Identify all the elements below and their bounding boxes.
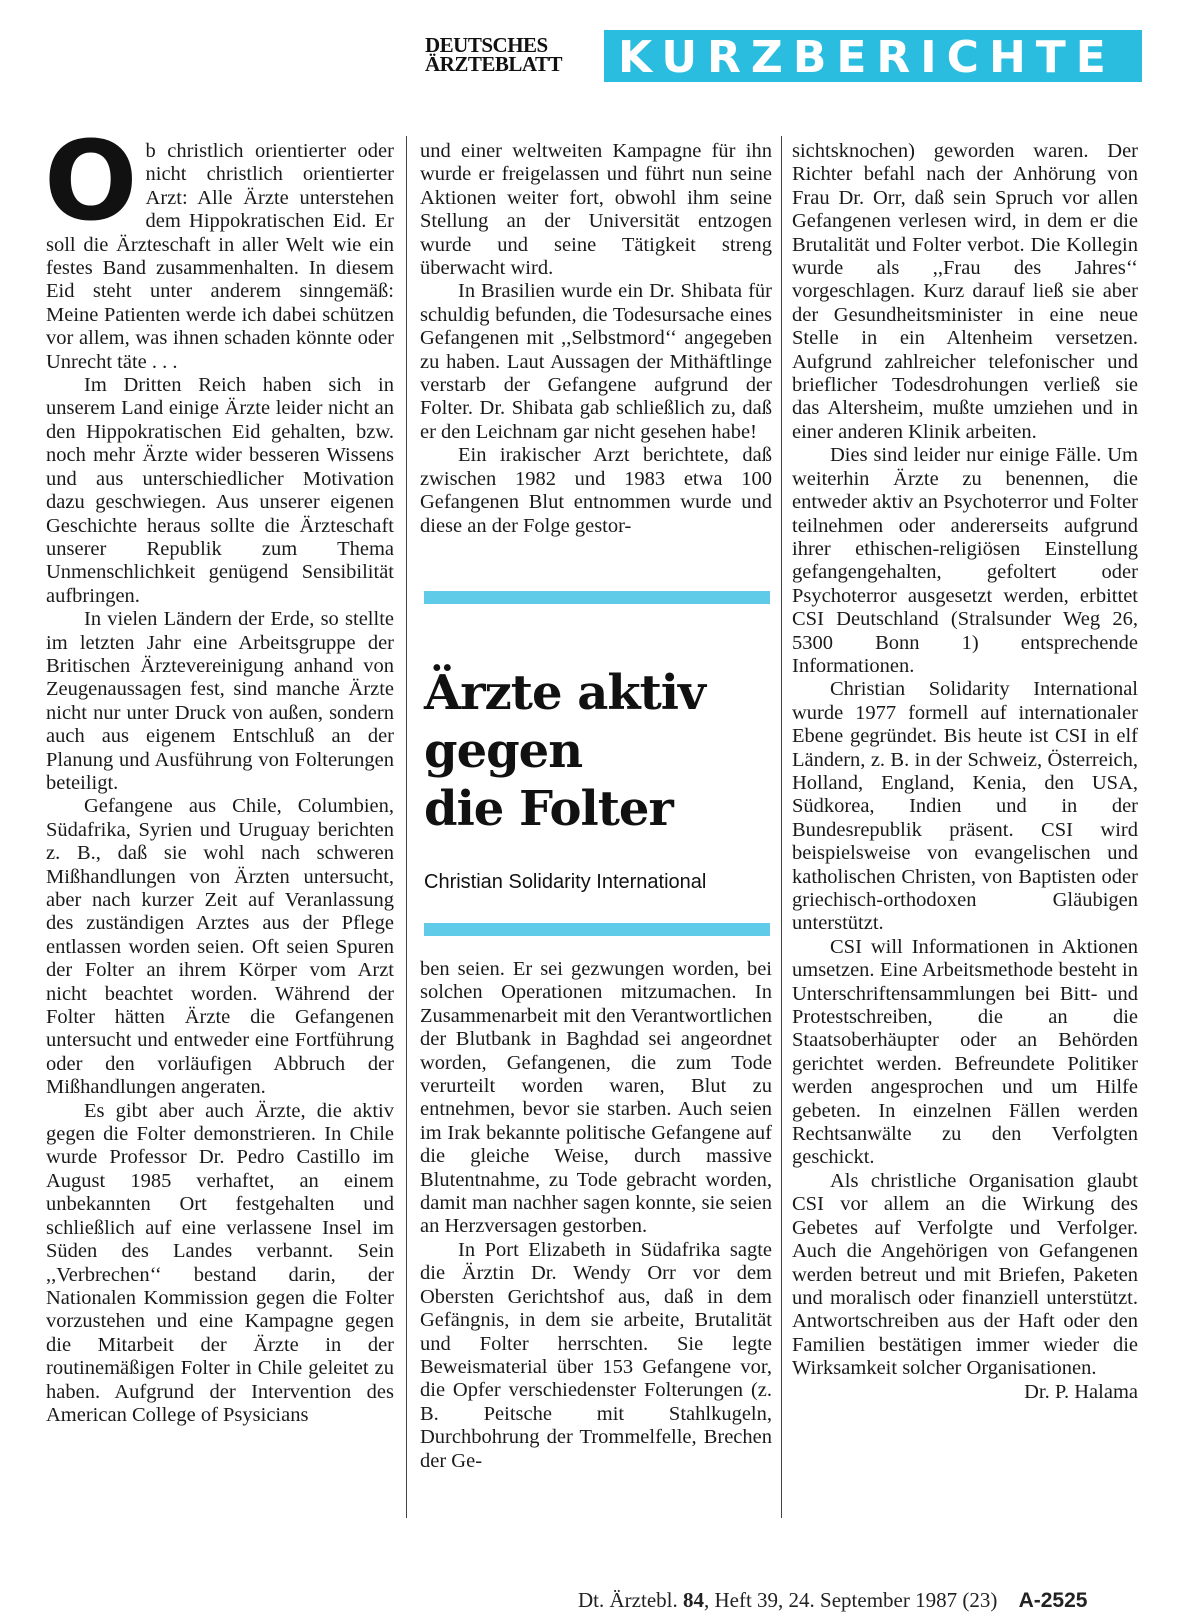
subheadline: Christian Solidarity International: [424, 871, 707, 893]
column-divider: [406, 136, 407, 1518]
accent-bar-bottom: [424, 923, 770, 936]
article-column-2-bottom: [420, 958, 772, 1473]
paragraph: In Brasilien wurde ein Dr. Shibata für schuldig befunden, die Todesursache eines Gefangenen mit ,,Selbstmord‘‘ angegeben zu haben. Laut Aussagen der Mithäftlinge verstarb der Gefangene aufgrund der Folter. Dr. Shibata gab schließlich zu, daß er den Leichnam gar nicht gesehen habe!: [420, 280, 772, 443]
article-column-3: [792, 140, 1138, 1404]
journal-logo: [425, 33, 593, 76]
paragraph: Dies sind leider nur einige Fälle. Um weiterhin Ärzte zu benennen, die entweder aktiv an Psychoterror und Folter teilnehmen oder andererseits aufgrund ihrer ethischen-religiösen Einstellung gefangengehalten, gefoltert oder Psychoterror ausgesetzt werden, erbittet CSI Deutschland (Stralsunder Weg 26, 5300 Bonn 1) entsprechende Informationen.: [792, 444, 1138, 677]
logo-line-1: DEUTSCHES: [425, 33, 548, 57]
footer-issue: , Heft 39, 24. September 1987 (23): [703, 1588, 998, 1612]
paragraph: Ob christlich orientierter oder nicht christlich orientierter Arzt: Alle Ärzte unterstehen dem Hippokratischen Eid. Er soll die Ärzteschaft in aller Welt wie ein festes Band zusammenhalten. In diesem Eid steht unter anderem sinngemäß: Meine Patienten werde ich dabei schützen vor allem, was ihnen schaden könnte oder Unrecht täte . . .: [44, 117, 394, 373]
paragraph: In Port Elizabeth in Südafrika sagte die Ärztin Dr. Wendy Orr vor dem Obersten Gerichtshof aus, daß in dem Gefängnis, in dem sie arbeite, Brutalität und Folter herrschten. Sie legte Beweismaterial über 153 Gefangene vor, die Opfer verschiedenster Folterungen (z. B. Peitsche mit Stahlkugeln, Durchbohrung der Trommelfelle, Brechen der Ge-: [420, 1238, 772, 1472]
footer-journal: Dt. Ärztebl.: [578, 1588, 678, 1612]
article-column-1: [44, 117, 394, 1427]
paragraph: und einer weltweiten Kampagne für ihn wurde er freigelassen und führt nun seine Aktionen weiter fort, obwohl ihm seine Stellung an der Universität entzogen wurde und seine Tätigkeit streng überwacht wird.: [420, 140, 772, 280]
logo-line-2: ÄRZTEBLATT: [425, 52, 562, 76]
drop-cap: O: [44, 117, 138, 245]
author-signature: Dr. P. Halama: [1024, 1380, 1138, 1403]
article-column-2-top: [420, 140, 772, 538]
paragraph: Gefangene aus Chile, Columbien, Südafrika, Syrien und Uruguay berichten z. B., daß sie wohl nach schweren Mißhandlungen von Ärzten untersucht, aber nach kurzer Zeit auf Veranlassung des zuständigen Arztes aus der Pflege entlassen worden seien. Oft seien Spuren der Folter an ihrem Körper vom Arzt nicht beachtet worden. Während der Folter hätten Ärzte die Gefangenen untersucht und entweder eine Fortführung oder den vorläufigen Abbruch der Mißhandlungen angeraten.: [46, 795, 394, 1099]
paragraph: In vielen Ländern der Erde, so stellte im letzten Jahr eine Arbeitsgruppe der Britischen Ärztevereinigung anhand von Zeugenaussagen fest, sind manche Ärzte nicht nur unter Druck von außen, sondern auch aus eigenem Entschluß an der Planung und Ausführung von Folterungen beteiligt.: [46, 608, 394, 794]
headline-line-2: gegen: [424, 723, 583, 779]
paragraph: CSI will Informationen in Aktionen umsetzen. Eine Arbeitsmethode besteht in Unterschriftensammlungen bei Bitt- und Protestschreiben, die an die Staatsoberhäupter oder an Behörden gerichtet werden. Befreundete Politiker werden angesprochen und um Hilfe gebeten. In einzelnen Fällen werden Rechtsanwälte zu den Verfolgten geschickt.: [792, 935, 1138, 1169]
paragraph: Im Dritten Reich haben sich in unserem Land einige Ärzte leider nicht an den Hippokratischen Eid gehalten, bzw. noch mehr Ärzte wider besseren Wissens und aus unterschiedlicher Motivation dazu geschwiegen. Aus unserer eigenen Geschichte heraus sollte die Ärzteschaft unserer Republik zum Thema Unmenschlichkeit genügend Sensibilität aufbringen.: [46, 374, 394, 607]
paragraph: Es gibt aber auch Ärzte, die aktiv gegen die Folter demonstrieren. In Chile wurde Professor Dr. Pedro Castillo im August 1985 verhaftet, an einem unbekannten Ort festgehalten und schließlich auf eine verlassene Insel im Süden des Landes verbannt. Sein ,,Verbrechen‘‘ bestand darin, der Nationalen Kommission gegen die Folter vorzustehen und eine Kampagne gegen die Mitarbeit der Ärzte in der routinemäßigen Folter in Chile geleitet zu haben. Aufgrund der Intervention des American College of Psysicians: [46, 1099, 394, 1426]
paragraph: Ein irakischer Arzt berichtete, daß zwischen 1982 und 1983 etwa 100 Gefangenen Blut entnommen wurde und diese an der Folge gestor-: [420, 444, 772, 537]
footer-volume: 84: [682, 1588, 704, 1612]
section-title: KURZBERICHTE: [618, 32, 1116, 83]
section-banner: [604, 30, 1142, 82]
headline: [424, 664, 774, 838]
paragraph: ben seien. Er sei gezwungen worden, bei solchen Operationen mitzumachen. In Zusammenarbeit mit den Verantwortlichen der Blutbank in Baghdad sei angeordnet worden, Gefangenen, die zum Tode verurteilt worden waren, Blut zu entnehmen, bevor sie starben. Auch seien im Irak bekannte politische Gefangene auf die gleiche Weise, durch massive Blutentnahme, zu Tode gebracht worden, damit man nachher sagen konnte, sie seien an Herzversagen gestorben.: [420, 958, 772, 1238]
headline-line-3: die Folter: [424, 781, 673, 837]
paragraph: Christian Solidarity International wurde 1977 formell auf internationaler Ebene gegründet. Bis heute ist CSI in elf Ländern, z. B. in der Schweiz, Österreich, Holland, England, Kenia, den USA, Südkorea, Indien und in der Bundesrepublik präsent. CSI wird beispielsweise von evangelischen und katholischen Christen, von Baptisten oder griechisch-orthodoxen Gläubigen unterstützt.: [792, 678, 1138, 935]
page-number: A-2525: [1018, 1589, 1088, 1612]
page-footer: [578, 1588, 1087, 1613]
paragraph: Als christliche Organisation glaubt CSI vor allem an die Wirkung des Gebetes auf Verfolgte und Verfolger. Auch die Angehörigen von Gefangenen werden betreut und mit Briefen, Paketen und moralisch oder finanziell unterstützt. Antwortschreiben aus der Haft oder den Familien bestätigen immer wieder die Wirksamkeit solcher Organisationen. Dr. P. Halama: [792, 1169, 1138, 1403]
accent-bar-top: [424, 591, 770, 604]
paragraph: sichtsknochen) geworden waren. Der Richter befahl nach der Anhörung von Frau Dr. Orr, daß sein Spruch vor allen Gefangenen verlesen wird, in dem er die Brutalität und Folter verbot. Die Kollegin wurde als ,,Frau des Jahres‘‘ vorgeschlagen. Kurz darauf ließ sie aber der Gesundheitsminister in eine neue Stelle in ein Altenheim versetzen. Aufgrund zahlreicher telefonischer und brieflicher Todesdrohungen verließ sie das Altersheim, mußte umziehen und in einer anderen Klinik arbeiten.: [792, 140, 1138, 443]
headline-line-1: Ärzte aktiv: [424, 665, 705, 721]
column-divider: [781, 136, 782, 1518]
